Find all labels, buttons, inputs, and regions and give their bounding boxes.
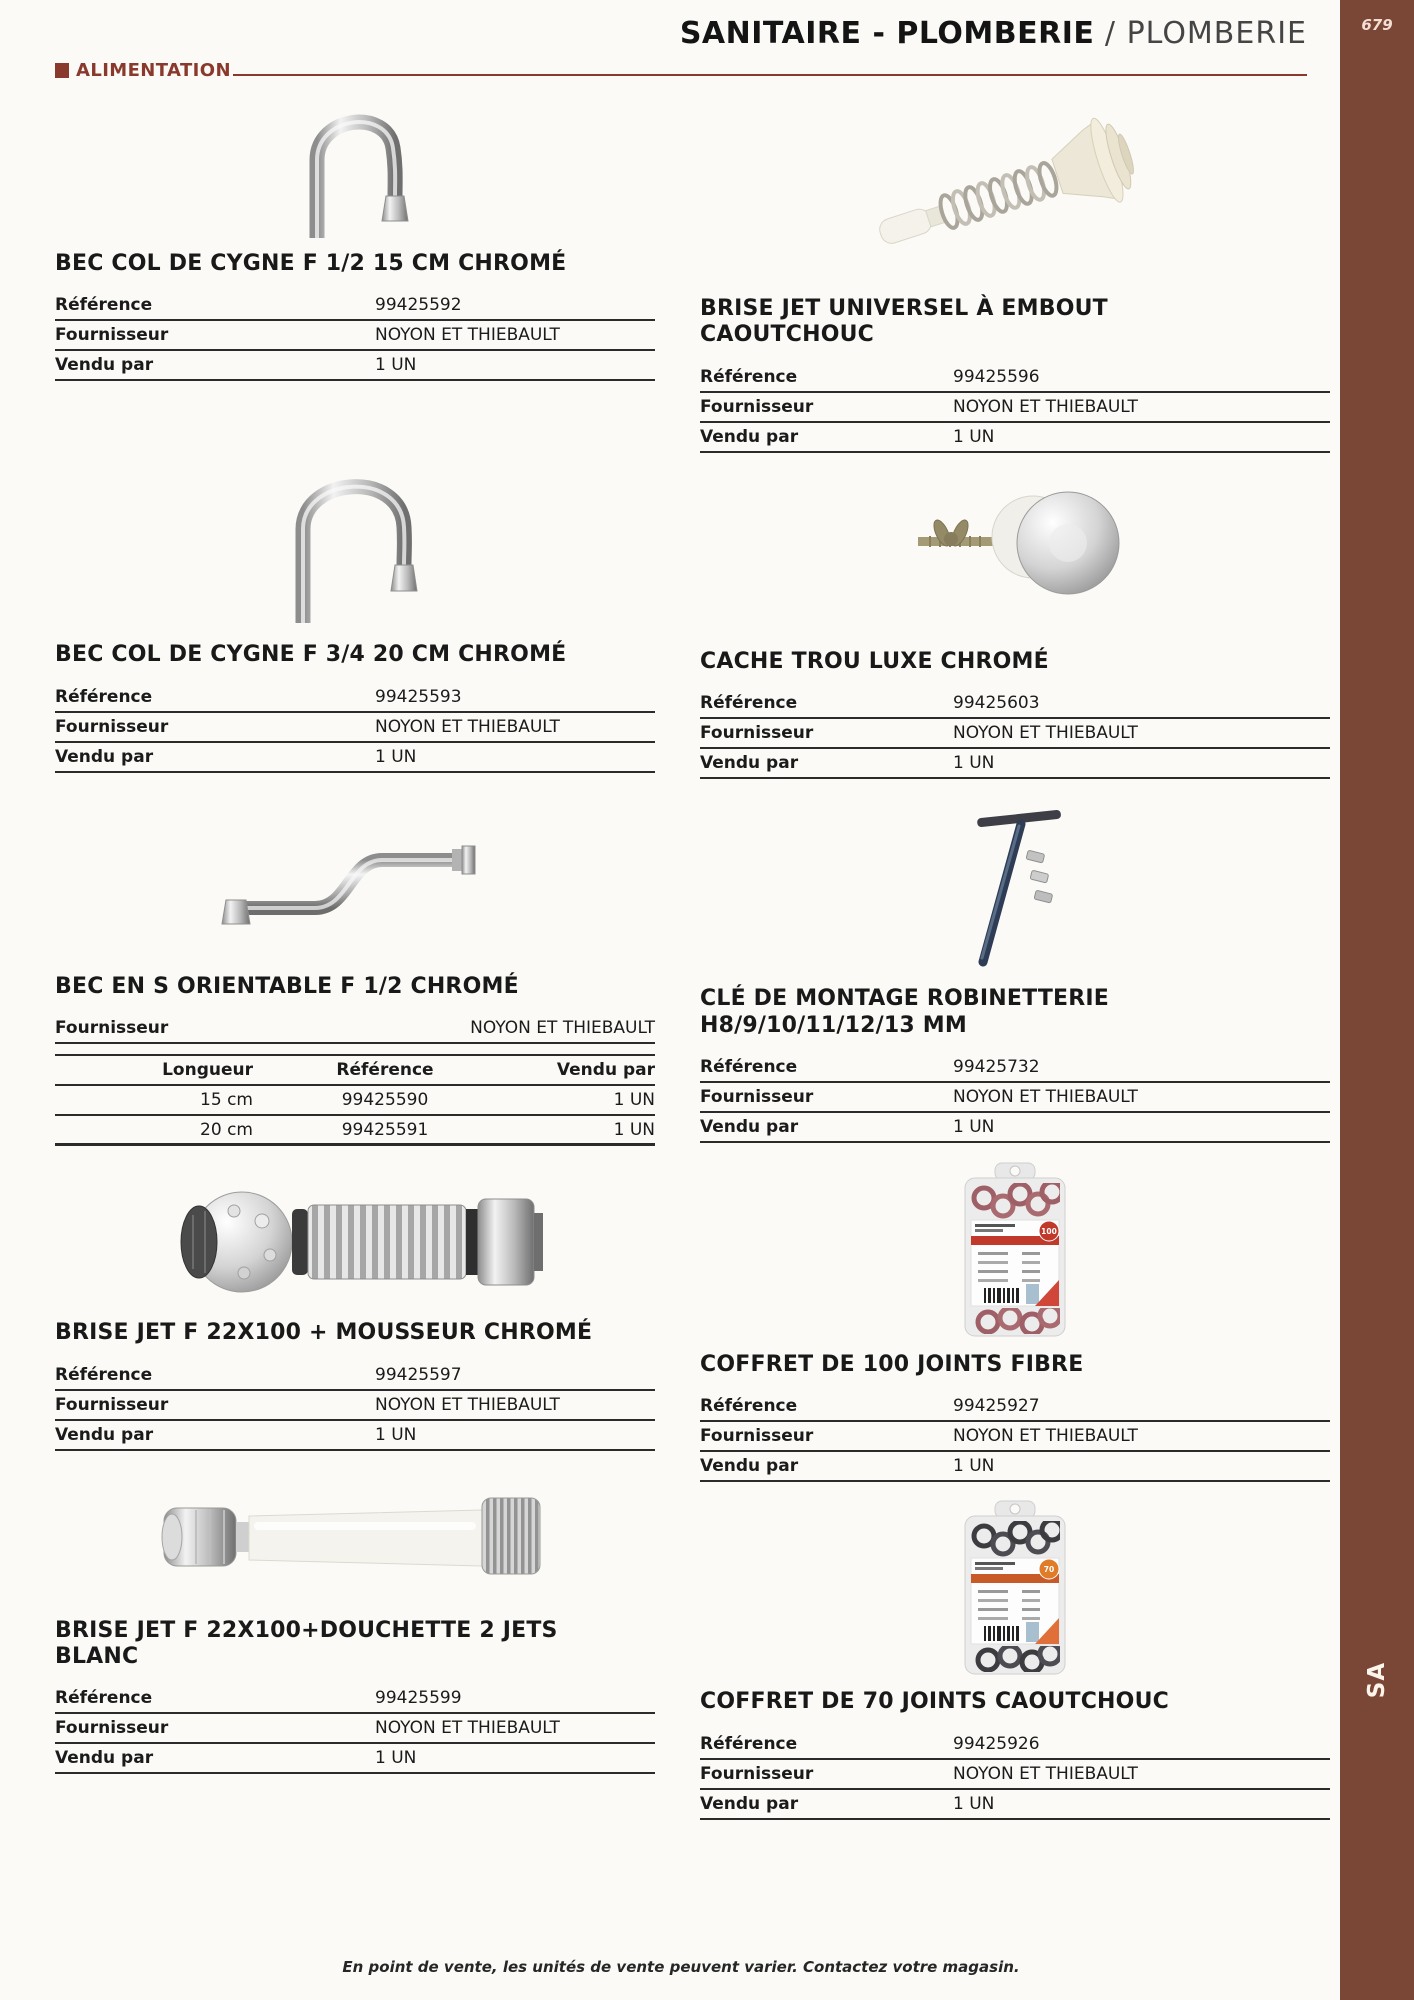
product-card-cle-montage xyxy=(700,795,1330,1143)
spec-value: 99425927 xyxy=(953,1396,1040,1417)
spec-value: NOYON ET THIEBAULT xyxy=(375,1718,560,1739)
page-title-main: SANITAIRE - PLOMBERIE xyxy=(679,16,1095,51)
spec-value: NOYON ET THIEBAULT xyxy=(375,325,560,346)
product-photo-swan-neck-spout-15 xyxy=(55,85,655,245)
spec-value: NOYON ET THIEBAULT xyxy=(375,716,560,737)
swan-neck-spout-illustration xyxy=(248,461,463,626)
spec-value: 99425597 xyxy=(375,1364,462,1385)
variant-reference: 99425591 xyxy=(341,1119,429,1140)
product-title: BEC COL DE CYGNE F 1/2 15 CM CHROMÉ xyxy=(55,251,567,276)
product-title: BRISE JET UNIVERSEL À EMBOUT CAOUTCHOUC xyxy=(700,296,1108,348)
spec-table xyxy=(700,363,1330,453)
spec-label: Référence xyxy=(700,1396,798,1417)
product-card-brise-jet-douchette xyxy=(55,1462,655,1775)
right-column xyxy=(700,85,1330,1820)
spec-label: Référence xyxy=(700,1056,798,1077)
spec-value: 1 UN xyxy=(953,1116,995,1137)
spec-row-reference xyxy=(55,1361,655,1391)
spec-row-sold-by xyxy=(700,423,1330,453)
spec-value: 99425599 xyxy=(375,1688,462,1709)
section-header xyxy=(55,60,1307,81)
spec-label: Vendu par xyxy=(55,746,154,767)
product-title: COFFRET DE 70 JOINTS CAOUTCHOUC xyxy=(700,1689,1169,1715)
spec-value: 1 UN xyxy=(375,746,417,767)
page-title xyxy=(680,16,1307,51)
white-jet-breaker-illustration xyxy=(150,1474,560,1599)
spec-row-sold-by xyxy=(55,1421,655,1451)
spec-value: NOYON ET THIEBAULT xyxy=(953,1426,1138,1447)
spec-table xyxy=(700,1392,1330,1482)
product-title: CACHE TROU LUXE CHROMÉ xyxy=(700,648,1049,674)
spec-label: Vendu par xyxy=(700,753,799,774)
spec-label: Fournisseur xyxy=(700,1426,814,1447)
spec-row-supplier xyxy=(700,1422,1330,1452)
spec-row-sold-by xyxy=(700,1113,1330,1143)
spec-label: Vendu par xyxy=(55,1748,154,1769)
spec-value: NOYON ET THIEBAULT xyxy=(953,396,1138,417)
spec-value: 99425926 xyxy=(953,1733,1040,1754)
spec-table xyxy=(55,1361,655,1451)
variant-length: 15 cm xyxy=(200,1090,253,1111)
spec-row-sold-by xyxy=(55,743,655,773)
product-card-brise-jet-mousseur xyxy=(55,1169,655,1450)
spec-row-supplier xyxy=(55,321,655,351)
spec-label: Fournisseur xyxy=(700,723,814,744)
spec-label: Fournisseur xyxy=(55,1394,169,1415)
spec-label: Fournisseur xyxy=(55,1018,169,1039)
spec-table xyxy=(700,1053,1330,1143)
spec-row-sold-by xyxy=(55,1744,655,1774)
product-title: CLÉ DE MONTAGE ROBINETTERIE H8/9/10/11/12/13 MM xyxy=(700,986,1110,1038)
spec-row-supplier xyxy=(700,393,1330,423)
spec-label: Référence xyxy=(55,686,153,707)
spec-value: NOYON ET THIEBAULT xyxy=(375,1394,560,1415)
spec-label: Fournisseur xyxy=(55,716,169,737)
swan-neck-spout-illustration xyxy=(255,90,455,240)
spec-value: 99425603 xyxy=(953,693,1040,714)
spec-value: 99425592 xyxy=(375,295,462,316)
product-card-bec-col-cygne-15 xyxy=(55,85,655,381)
faucet-mounting-wrench-illustration xyxy=(925,800,1105,975)
spec-label: Fournisseur xyxy=(700,396,814,417)
product-photo-cle-montage xyxy=(700,795,1330,980)
spec-label: Vendu par xyxy=(700,1793,799,1814)
spec-label: Référence xyxy=(700,1733,798,1754)
spec-value: NOYON ET THIEBAULT xyxy=(953,1086,1138,1107)
product-photo-brise-jet-universel xyxy=(700,85,1330,290)
spec-label: Vendu par xyxy=(700,426,799,447)
spec-row-reference xyxy=(700,689,1330,719)
product-card-coffret-joints-caoutchouc xyxy=(700,1493,1330,1819)
variants-header-row xyxy=(55,1056,655,1086)
spec-value: 99425593 xyxy=(375,686,462,707)
page-title-sub: PLOMBERIE xyxy=(1126,16,1307,51)
footer-note: En point de vente, les unités de vente peuvent varier. Contactez votre magasin. xyxy=(342,1958,1020,1976)
product-title: BRISE JET F 22X100 + MOUSSEUR CHROMÉ xyxy=(55,1320,593,1346)
spec-table xyxy=(55,1014,655,1044)
spec-row-reference xyxy=(700,1730,1330,1760)
spec-label: Fournisseur xyxy=(700,1763,814,1784)
variant-length: 20 cm xyxy=(200,1119,253,1140)
spec-label: Référence xyxy=(55,295,153,316)
spec-label: Fournisseur xyxy=(700,1086,814,1107)
fiber-washer-box-illustration xyxy=(940,1158,1090,1343)
product-photo-coffret-fibre xyxy=(700,1156,1330,1346)
spec-value: 1 UN xyxy=(953,1793,995,1814)
product-photo-brise-jet-chrome xyxy=(55,1169,655,1314)
section-title: ALIMENTATION xyxy=(76,60,231,81)
spec-row-reference xyxy=(700,1053,1330,1083)
spec-value: 1 UN xyxy=(375,1748,417,1769)
product-photo-brise-jet-blanc xyxy=(55,1462,655,1612)
page-number: 679 xyxy=(1361,16,1393,34)
spec-label: Fournisseur xyxy=(55,325,169,346)
spec-label: Vendu par xyxy=(700,1456,799,1477)
coffret-badge-count: 70 xyxy=(1043,1564,1055,1574)
spec-row-reference xyxy=(55,291,655,321)
variants-header-reference: Référence xyxy=(336,1060,434,1081)
variant-row xyxy=(55,1116,655,1146)
variant-sold-by: 1 UN xyxy=(613,1090,655,1111)
spec-row-supplier xyxy=(55,1714,655,1744)
spec-row-reference xyxy=(55,683,655,713)
spec-label: Référence xyxy=(55,1688,153,1709)
section-square-icon xyxy=(55,63,69,78)
product-title: COFFRET DE 100 JOINTS FIBRE xyxy=(700,1351,1084,1377)
coffret-badge-count: 100 xyxy=(1041,1227,1057,1237)
chrome-hole-cover-illustration xyxy=(890,473,1140,623)
spec-row-sold-by xyxy=(700,1790,1330,1820)
variants-header-length: Longueur xyxy=(162,1060,253,1081)
product-photo-swan-neck-spout-20 xyxy=(55,451,655,636)
spec-table xyxy=(55,683,655,773)
spec-row-supplier xyxy=(700,1083,1330,1113)
spec-row-supplier xyxy=(700,719,1330,749)
spec-value: NOYON ET THIEBAULT xyxy=(470,1018,655,1039)
spec-label: Vendu par xyxy=(700,1116,799,1137)
spec-row-reference xyxy=(700,1392,1330,1422)
s-shaped-spout-illustration xyxy=(220,818,490,938)
product-photo-coffret-caoutchouc xyxy=(700,1493,1330,1683)
spec-label: Référence xyxy=(700,693,798,714)
spec-table xyxy=(700,1730,1330,1820)
page-side-bar xyxy=(1340,0,1414,2000)
product-photo-s-spout xyxy=(55,788,655,968)
spec-row-supplier xyxy=(55,1391,655,1421)
product-card-brise-jet-universel xyxy=(700,85,1330,453)
spec-value: 1 UN xyxy=(953,426,995,447)
spec-label: Référence xyxy=(55,1364,153,1385)
spec-value: NOYON ET THIEBAULT xyxy=(953,723,1138,744)
spec-value: NOYON ET THIEBAULT xyxy=(953,1763,1138,1784)
rubber-washer-box-illustration xyxy=(940,1496,1090,1681)
spec-label: Vendu par xyxy=(55,1424,154,1445)
section-tab xyxy=(1340,1650,1414,1710)
variant-row xyxy=(55,1086,655,1116)
variant-reference: 99425590 xyxy=(341,1090,429,1111)
page-title-separator: / xyxy=(1094,16,1127,51)
spec-row-supplier xyxy=(55,713,655,743)
spec-row-reference xyxy=(700,363,1330,393)
product-card-bec-col-cygne-20 xyxy=(55,451,655,772)
spec-value: 1 UN xyxy=(953,1456,995,1477)
variants-header-sold-by: Vendu par xyxy=(556,1060,655,1081)
spec-row-sold-by xyxy=(700,749,1330,779)
section-rule xyxy=(233,74,1307,76)
spec-value: 99425732 xyxy=(953,1056,1040,1077)
section-tab-label: SA xyxy=(1364,1661,1390,1699)
product-card-cache-trou xyxy=(700,453,1330,779)
spec-row-supplier xyxy=(55,1014,655,1044)
spec-value: 1 UN xyxy=(375,1424,417,1445)
spec-value: 1 UN xyxy=(375,355,417,376)
spec-label: Vendu par xyxy=(55,355,154,376)
variants-table xyxy=(55,1054,655,1146)
spec-value: 99425596 xyxy=(953,366,1040,387)
spec-label: Référence xyxy=(700,366,798,387)
product-title: BEC COL DE CYGNE F 3/4 20 CM CHROMÉ xyxy=(55,642,567,668)
spec-value: 1 UN xyxy=(953,753,995,774)
chrome-jet-breaker-illustration xyxy=(150,1177,560,1307)
product-card-coffret-joints-fibre xyxy=(700,1156,1330,1482)
spec-row-sold-by xyxy=(55,351,655,381)
universal-jet-breaker-illustration xyxy=(845,90,1185,285)
left-column xyxy=(55,85,655,1774)
spec-row-sold-by xyxy=(700,1452,1330,1482)
spec-table xyxy=(55,1684,655,1774)
product-card-bec-en-s xyxy=(55,788,655,1146)
product-photo-cache-trou xyxy=(700,453,1330,643)
spec-label: Fournisseur xyxy=(55,1718,169,1739)
spec-table xyxy=(55,291,655,381)
spec-row-reference xyxy=(55,1684,655,1714)
spec-table xyxy=(700,689,1330,779)
product-title: BRISE JET F 22X100+DOUCHETTE 2 JETS BLANC xyxy=(55,1617,558,1669)
spec-row-supplier xyxy=(700,1760,1330,1790)
variant-sold-by: 1 UN xyxy=(613,1119,655,1140)
product-title: BEC EN S ORIENTABLE F 1/2 CHROMÉ xyxy=(55,973,519,999)
